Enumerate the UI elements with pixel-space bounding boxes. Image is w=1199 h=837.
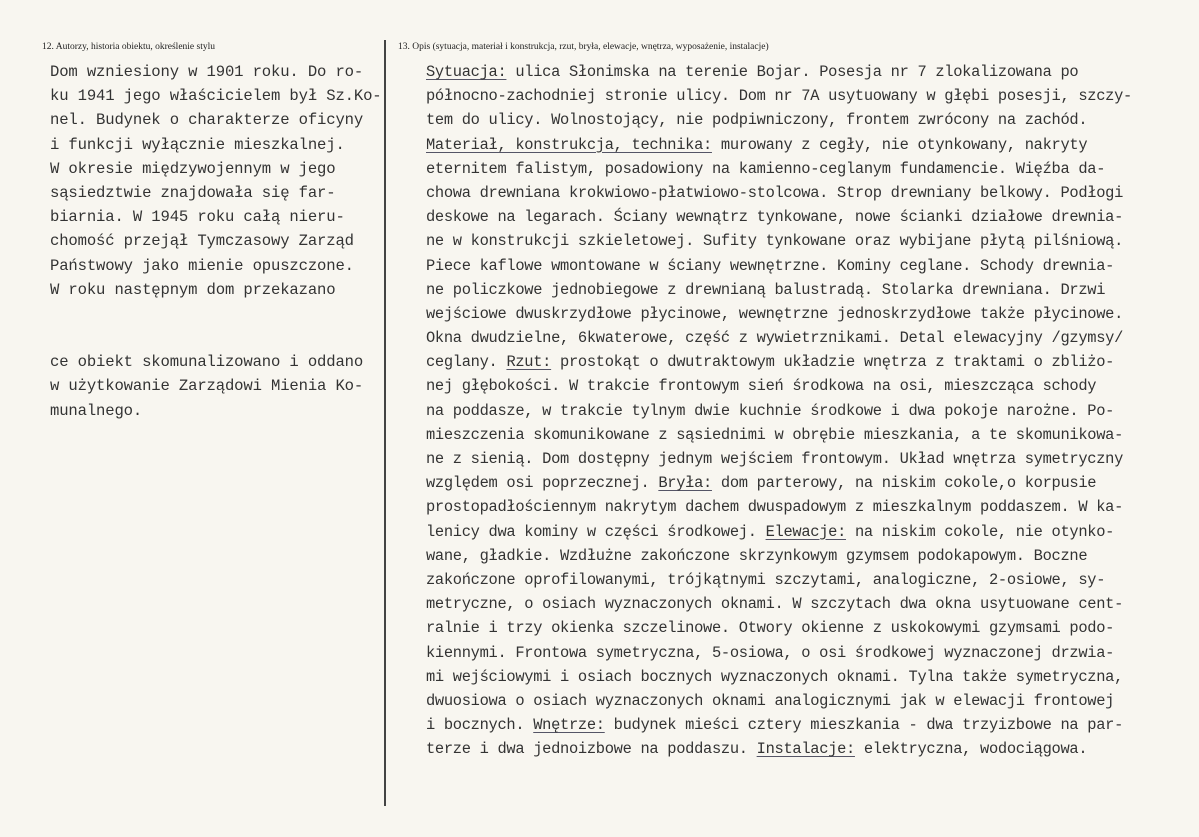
- text-line: Piece kaflowe wmontowane w ściany wewnętrzne. Kominy ceglane. Schody drewnia-: [426, 256, 1115, 275]
- text-line: i bocznych. Wnętrze: budynek mieści cztery mieszkania - dwa trzyizbowe na par-: [426, 716, 1124, 735]
- text-line: ce obiekt skomunalizowano i oddano: [50, 353, 364, 372]
- text-line: deskowe na legarach. Ściany wewnątrz tynkowane, nowe ścianki działowe drewnia-: [426, 208, 1123, 227]
- text-line: mieszczenia skomunikowane z sąsiednimi w obrębie mieszkania, a te skomunikowa-: [426, 425, 1123, 444]
- column-divider: [384, 40, 386, 806]
- heading-bryla: Bryła:: [658, 474, 712, 493]
- text-line: Sytuacja: ulica Słonimska na terenie Bojar. Posesja nr 7 zlokalizowana po: [426, 63, 1079, 81]
- text-line: wane, gładkie. Wzdłużne zakończone skrzynkowym gzymsem podokapowym. Boczne: [426, 546, 1088, 565]
- heading-wnetrze: Wnętrze:: [533, 716, 605, 735]
- text-line: [50, 326, 384, 350]
- text-line: mi wejściowymi i osiach bocznych wyznaczonych oknami. Tylna także symetryczna,: [426, 667, 1123, 686]
- text-line: eternitem falistym, posadowiony na kamienno-ceglanym fundamencie. Więźba da-: [426, 159, 1106, 178]
- text-line: munalnego.: [50, 401, 143, 420]
- text-line: ku 1941 jego właścicielem był Sz.Ko-: [50, 87, 382, 106]
- text-line: prostopadłościennym nakrytym dachem dwuspadowym z mieszkalnym poddaszem. W ka-: [426, 498, 1123, 517]
- text-line: chomość przejął Tymczasowy Zarząd: [50, 232, 354, 251]
- text-line: w użytkowanie Zarządowi Mienia Ko-: [50, 377, 364, 396]
- text-line: ne z sienią. Dom dostępny jednym wejściem frontowym. Układ wnętrza symetryczny: [426, 450, 1123, 468]
- text-line: Materiał, konstrukcja, technika: murowany z cegły, nie otynkowany, nakryty: [426, 135, 1088, 154]
- text-line: ne w konstrukcji szkieletowej. Sufity tynkowane oraz wybijane płytą pilśniową.: [426, 232, 1123, 251]
- text-line: ne policzkowe jednobiegowe z drewnianą balustradą. Stolarka drewniana. Drzwi: [426, 280, 1106, 299]
- heading-rzut: Rzut:: [506, 353, 552, 372]
- text-line: W okresie międzywojennym w jego: [50, 159, 336, 178]
- heading-material: Materiał, konstrukcja, technika:: [426, 135, 712, 154]
- section-13-header: 13. Opis (sytuacja, materiał i konstrukcja, rzut, bryła, elewacje, wnętrza, wyposażenie, instalacje): [398, 42, 769, 52]
- text-line: Państwowy jako mienie opuszczone.: [50, 256, 354, 275]
- text-line: chowa drewniana krokwiowo-płatwiowo-stolcowa. Strop drewniany belkowy. Podłogi: [426, 183, 1123, 202]
- text-line: tem do ulicy. Wolnostojący, nie podpiwniczony, frontem zwrócony na zachód.: [426, 111, 1088, 130]
- text-line: dwuosiowa o osiach wyznaczonych oknami analogicznymi jak w elewacji frontowej: [426, 691, 1115, 710]
- text-line: terze i dwa jednoizbowe na poddaszu. Instalacje: elektryczna, wodociągowa.: [426, 740, 1088, 759]
- text-line: północno-zachodniej stronie ulicy. Dom nr 7A usytuowany w głębi posesji, szczy-: [426, 87, 1132, 106]
- heading-instalacje: Instalacje:: [756, 740, 855, 759]
- text-line: metryczne, o osiach wyznaczonych oknami. W szczytach dwa okna usytuowane cent-: [426, 595, 1123, 614]
- section-12-header: 12. Autorzy, historia obiektu, określenie stylu: [42, 42, 215, 52]
- text-line: nej głębokości. W trakcie frontowym sień środkowa na osi, mieszcząca schody: [426, 377, 1097, 396]
- text-line: ralnie i trzy okienka szczelinowe. Otwory okienne z uskokowymi gzymsami podo-: [426, 619, 1115, 638]
- section-12-text: [50, 60, 384, 423]
- text-line: lenicy dwa kominy w części środkowej. Elewacje: na niskim cokole, nie otynko-: [426, 522, 1115, 541]
- text-line: Okna dwudzielne, 6kwaterowe, część z wywietrznikami. Detal elewacyjny /gzymsy/: [426, 329, 1123, 348]
- text-line: i funkcji wyłącznie mieszkalnej.: [50, 135, 345, 154]
- text-line: [50, 302, 384, 326]
- text-line: wejściowe dwuskrzydłowe płycinowe, wewnętrzne jednoskrzydłowe także płycinowe.: [426, 304, 1123, 323]
- heading-elewacje: Elewacje:: [765, 522, 847, 541]
- text-line: nel. Budynek o charakterze oficyny: [50, 111, 364, 130]
- text-line: biarnia. W 1945 roku całą nieru-: [50, 208, 345, 227]
- text-line: ceglany. Rzut: prostokąt o dwutraktowym układzie wnętrza z traktami o zbliżo-: [426, 353, 1115, 372]
- section-13-text: [426, 60, 1198, 761]
- text-line: kiennymi. Frontowa symetryczna, 5-osiowa, o osi środkowej wyznaczonej drzwia-: [426, 643, 1115, 662]
- text-line: sąsiedztwie znajdowała się far-: [50, 183, 336, 202]
- heading-sytuacja: Sytuacja:: [426, 63, 507, 81]
- text-line: na poddasze, w trakcie tylnym dwie kuchnie środkowe i dwa pokoje narożne. Po-: [426, 401, 1115, 420]
- text-line: względem osi poprzecznej. Bryła: dom parterowy, na niskim cokole,o korpusie: [426, 474, 1097, 493]
- text-line: zakończone oprofilowanymi, trójkątnymi szczytami, analogiczne, 2-osiowe, sy-: [426, 570, 1106, 589]
- text-line: W roku następnym dom przekazano: [50, 280, 336, 299]
- text-line: Dom wzniesiony w 1901 roku. Do ro-: [50, 63, 364, 81]
